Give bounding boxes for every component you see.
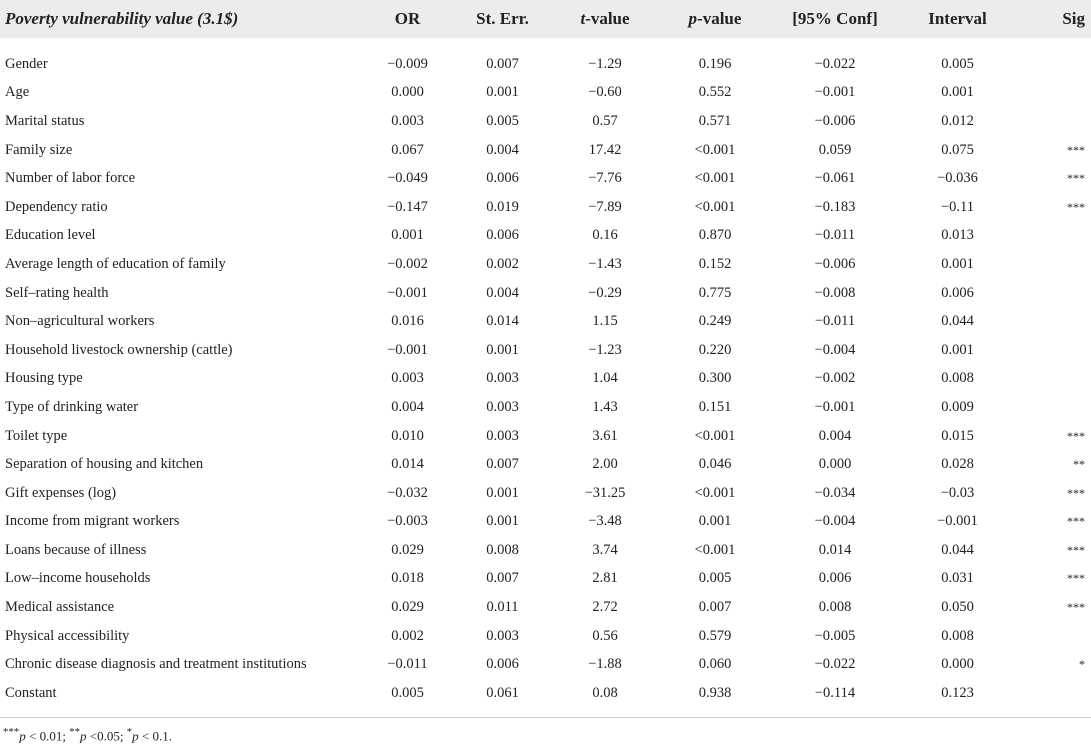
cell-t-value: −1.43: [588, 255, 622, 272]
table-row: [0, 107, 1091, 136]
table-row: [0, 222, 1091, 251]
cell-conf-high: 0.015: [941, 427, 974, 444]
cell-sig: ***: [1067, 142, 1085, 157]
cell-conf-high: 0.050: [941, 599, 974, 616]
cell-p-value: <0.001: [694, 427, 736, 444]
cell-conf-low: 0.004: [818, 427, 852, 444]
cell-or: 0.002: [391, 627, 424, 644]
table-row: [0, 450, 1091, 479]
row-label: Physical accessibility: [5, 627, 130, 644]
table-row: [0, 622, 1091, 651]
cell-conf-high: −0.03: [940, 484, 975, 501]
cell-conf-low: −0.008: [814, 284, 856, 301]
row-label: Household livestock ownership (cattle): [5, 341, 233, 358]
cell-t-value: 1.15: [592, 313, 618, 330]
cell-sig: [1015, 307, 1091, 336]
table-row: [0, 250, 1091, 279]
row-label: Low–income households: [5, 570, 151, 587]
cell-t-value: −3.48: [588, 513, 622, 530]
cell-conf-high: 0.028: [941, 456, 974, 473]
cell-conf-low: −0.002: [814, 370, 856, 387]
header-t-italic: t: [580, 9, 586, 28]
cell-t-value: −7.89: [588, 198, 622, 215]
table-row: [0, 479, 1091, 508]
cell-t-value: 2.00: [592, 456, 618, 473]
cell-conf-high: −0.036: [937, 170, 978, 187]
footnote-stars-3: *: [126, 726, 133, 738]
header-conf-high: Interval: [900, 0, 1015, 38]
cell-conf-high: 0.044: [941, 541, 974, 558]
cell-or: 0.010: [391, 427, 424, 444]
cell-p-value: 0.005: [698, 570, 732, 587]
cell-se: 0.002: [486, 255, 519, 272]
footnote-text-2: <0.05;: [86, 728, 127, 744]
footnote-p-3: p: [132, 728, 139, 744]
cell-sig: [1015, 365, 1091, 394]
cell-se: 0.008: [486, 541, 519, 558]
cell-conf-high: 0.001: [941, 341, 974, 358]
table-row: [0, 365, 1091, 394]
table-row: [0, 136, 1091, 165]
cell-se: 0.011: [486, 599, 519, 616]
cell-sig: [1015, 393, 1091, 422]
cell-conf-low: −0.006: [814, 112, 856, 129]
cell-sig: ***: [1067, 485, 1085, 500]
cell-p-value: 0.046: [698, 456, 732, 473]
cell-p-value: 0.571: [698, 112, 732, 129]
cell-se: 0.005: [486, 112, 519, 129]
cell-t-value: 1.43: [592, 398, 618, 415]
cell-conf-high: 0.013: [941, 227, 974, 244]
cell-se: 0.004: [486, 141, 519, 158]
cell-se: 0.019: [486, 198, 519, 215]
cell-sig: *: [1079, 657, 1085, 672]
cell-p-value: 0.220: [698, 341, 732, 358]
row-label: Education level: [5, 227, 96, 244]
cell-se: 0.003: [486, 370, 519, 387]
cell-sig: [1015, 107, 1091, 136]
cell-t-value: −1.29: [588, 55, 622, 72]
row-label: Number of labor force: [5, 170, 136, 187]
cell-or: 0.000: [391, 84, 424, 101]
cell-t-value: 0.16: [592, 227, 618, 244]
cell-t-value: −31.25: [584, 484, 626, 501]
cell-conf-high: 0.008: [941, 627, 974, 644]
footnote-p-1: p: [19, 728, 26, 744]
row-label: Family size: [5, 141, 73, 158]
cell-conf-low: −0.061: [814, 170, 856, 187]
cell-p-value: <0.001: [694, 170, 736, 187]
cell-conf-low: 0.059: [818, 141, 852, 158]
cell-or: −0.009: [387, 55, 428, 72]
cell-p-value: 0.870: [698, 227, 732, 244]
cell-se: 0.006: [486, 170, 519, 187]
cell-p-value: 0.151: [698, 398, 732, 415]
cell-conf-low: −0.006: [814, 255, 856, 272]
cell-p-value: 0.775: [698, 284, 732, 301]
cell-conf-high: 0.009: [941, 398, 974, 415]
cell-conf-high: 0.008: [941, 370, 974, 387]
row-label: Chronic disease diagnosis and treatment institutions: [5, 656, 307, 673]
cell-or: −0.032: [387, 484, 428, 501]
cell-or: 0.003: [391, 112, 424, 129]
cell-sig: [1015, 679, 1091, 708]
cell-t-value: 2.81: [592, 570, 618, 587]
row-label: Dependency ratio: [5, 198, 108, 215]
cell-sig: [1015, 279, 1091, 308]
row-label: Marital status: [5, 112, 85, 129]
cell-conf-high: 0.044: [941, 313, 974, 330]
cell-t-value: 17.42: [588, 141, 622, 158]
cell-or: 0.029: [391, 541, 424, 558]
cell-sig: ***: [1067, 571, 1085, 586]
cell-or: −0.049: [387, 170, 428, 187]
header-sig: Sig: [1015, 0, 1091, 38]
cell-sig: [1015, 250, 1091, 279]
cell-or: 0.005: [391, 684, 424, 701]
cell-se: 0.003: [486, 427, 519, 444]
cell-se: 0.006: [486, 656, 519, 673]
cell-se: 0.007: [486, 570, 519, 587]
cell-se: 0.001: [486, 341, 519, 358]
row-label: Housing type: [5, 370, 83, 387]
cell-or: −0.002: [387, 255, 428, 272]
cell-sig: [1015, 38, 1091, 79]
cell-t-value: 1.04: [592, 370, 618, 387]
footnote-stars-1: ***: [3, 726, 20, 738]
row-label: Medical assistance: [5, 599, 115, 616]
footnote-p-2: p: [80, 728, 87, 744]
header-t-rest: -value: [585, 9, 630, 28]
cell-or: 0.018: [391, 570, 424, 587]
table-row: [0, 650, 1091, 679]
cell-se: 0.001: [486, 484, 519, 501]
cell-conf-low: −0.005: [814, 627, 856, 644]
cell-conf-low: −0.011: [814, 313, 856, 330]
header-variable: Poverty vulnerability value (3.1$): [0, 0, 360, 38]
cell-conf-low: −0.011: [814, 227, 856, 244]
cell-t-value: −1.88: [588, 656, 622, 673]
cell-t-value: 0.57: [592, 112, 618, 129]
header-p-italic: p: [688, 9, 698, 28]
cell-sig: ***: [1067, 171, 1085, 186]
cell-p-value: 0.579: [698, 627, 732, 644]
cell-sig: ***: [1067, 542, 1085, 557]
cell-conf-high: 0.005: [941, 55, 974, 72]
cell-conf-low: −0.183: [814, 198, 856, 215]
cell-sig: ***: [1067, 514, 1085, 529]
row-label: Loans because of illness: [5, 541, 147, 558]
table-row: [0, 279, 1091, 308]
cell-or: 0.003: [391, 370, 424, 387]
row-label: Average length of education of family: [5, 255, 226, 272]
cell-conf-low: −0.022: [814, 656, 856, 673]
cell-se: 0.007: [486, 55, 519, 72]
cell-conf-low: 0.014: [818, 541, 852, 558]
cell-t-value: 0.56: [592, 627, 618, 644]
cell-p-value: <0.001: [694, 141, 736, 158]
cell-or: 0.004: [391, 398, 424, 415]
cell-sig: [1015, 336, 1091, 365]
table-row: [0, 164, 1091, 193]
cell-conf-low: 0.008: [818, 599, 852, 616]
cell-sig: ***: [1067, 428, 1085, 443]
cell-t-value: 3.61: [592, 427, 618, 444]
footnote: [3, 726, 172, 744]
table-row: [0, 38, 1091, 79]
cell-se: 0.001: [486, 513, 519, 530]
cell-conf-low: −0.022: [814, 55, 856, 72]
table-row: [0, 79, 1091, 108]
header-conf-low: [95% Conf]: [770, 0, 900, 38]
row-label: Type of drinking water: [5, 398, 139, 415]
cell-or: −0.147: [387, 198, 428, 215]
cell-conf-high: 0.075: [941, 141, 974, 158]
cell-or: 0.016: [391, 313, 424, 330]
header-row: [0, 0, 1091, 38]
row-label: Age: [5, 84, 30, 101]
cell-conf-high: 0.006: [941, 284, 974, 301]
cell-p-value: <0.001: [694, 198, 736, 215]
cell-se: 0.003: [486, 627, 519, 644]
table-row: [0, 393, 1091, 422]
cell-conf-high: −0.11: [940, 198, 974, 215]
cell-conf-high: 0.123: [941, 684, 974, 701]
cell-conf-low: 0.000: [818, 456, 852, 473]
cell-se: 0.003: [486, 398, 519, 415]
cell-sig: ***: [1067, 600, 1085, 615]
cell-p-value: 0.001: [698, 513, 732, 530]
cell-t-value: −0.29: [588, 284, 622, 301]
header-p-rest: -value: [697, 9, 742, 28]
table-row: [0, 508, 1091, 537]
cell-or: 0.014: [391, 456, 424, 473]
cell-or: 0.067: [391, 141, 424, 158]
cell-or: −0.003: [387, 513, 428, 530]
cell-sig: **: [1073, 457, 1085, 472]
cell-t-value: 0.08: [592, 684, 618, 701]
cell-conf-low: −0.004: [814, 513, 856, 530]
cell-p-value: 0.249: [698, 313, 732, 330]
cell-se: 0.006: [486, 227, 519, 244]
cell-or: 0.029: [391, 599, 424, 616]
cell-conf-low: 0.006: [818, 570, 852, 587]
cell-se: 0.001: [486, 84, 519, 101]
cell-conf-low: −0.114: [814, 684, 856, 701]
cell-or: −0.001: [387, 341, 428, 358]
table-row: [0, 193, 1091, 222]
cell-se: 0.014: [486, 313, 519, 330]
header-se: St. Err.: [455, 0, 550, 38]
cell-p-value: 0.060: [698, 656, 732, 673]
row-label: Constant: [5, 684, 57, 701]
table-row: [0, 422, 1091, 451]
cell-t-value: 2.72: [592, 599, 618, 616]
cell-t-value: −7.76: [588, 170, 622, 187]
table-row: [0, 336, 1091, 365]
cell-sig: [1015, 222, 1091, 251]
cell-t-value: 3.74: [592, 541, 618, 558]
cell-conf-high: 0.001: [941, 255, 974, 272]
row-label: Toilet type: [5, 427, 68, 444]
table-row: [0, 679, 1091, 708]
table-row: [0, 536, 1091, 565]
cell-se: 0.007: [486, 456, 519, 473]
header-p-value: [660, 0, 770, 38]
cell-p-value: 0.300: [698, 370, 732, 387]
cell-or: −0.001: [387, 284, 428, 301]
footnote-text-1: < 0.01;: [25, 728, 70, 744]
cell-conf-high: 0.000: [941, 656, 974, 673]
cell-sig: [1015, 79, 1091, 108]
table-row: [0, 307, 1091, 336]
row-label: Gift expenses (log): [5, 484, 117, 501]
row-label: Separation of housing and kitchen: [5, 456, 204, 473]
header-t-value: [550, 0, 660, 38]
cell-conf-low: −0.001: [814, 398, 856, 415]
cell-p-value: <0.001: [694, 484, 736, 501]
cell-conf-high: 0.001: [941, 84, 974, 101]
cell-conf-low: −0.001: [814, 84, 856, 101]
cell-conf-low: −0.004: [814, 341, 856, 358]
footnote-text-3: < 0.1.: [138, 728, 172, 744]
cell-t-value: −1.23: [588, 341, 622, 358]
cell-p-value: 0.152: [698, 255, 732, 272]
cell-or: 0.001: [391, 227, 424, 244]
bottom-rule: [0, 717, 1091, 718]
row-label: Gender: [5, 55, 48, 72]
cell-or: −0.011: [387, 656, 428, 673]
cell-conf-high: 0.031: [941, 570, 974, 587]
cell-p-value: 0.552: [698, 84, 732, 101]
table-row: [0, 593, 1091, 622]
row-label: Self–rating health: [5, 284, 109, 301]
row-label: Income from migrant workers: [5, 513, 180, 530]
cell-sig: [1015, 622, 1091, 651]
cell-se: 0.061: [486, 684, 519, 701]
table-body: [0, 38, 1091, 708]
cell-se: 0.004: [486, 284, 519, 301]
cell-conf-low: −0.034: [814, 484, 856, 501]
footnote-stars-2: **: [69, 726, 81, 738]
table-row: [0, 565, 1091, 594]
cell-t-value: −0.60: [588, 84, 622, 101]
cell-p-value: 0.007: [698, 599, 732, 616]
cell-conf-high: −0.001: [937, 513, 978, 530]
cell-sig: ***: [1067, 199, 1085, 214]
cell-p-value: 0.938: [698, 684, 732, 701]
cell-p-value: <0.001: [694, 541, 736, 558]
cell-p-value: 0.196: [698, 55, 732, 72]
cell-conf-high: 0.012: [941, 112, 974, 129]
header-or: OR: [360, 0, 455, 38]
row-label: Non–agricultural workers: [5, 313, 155, 330]
